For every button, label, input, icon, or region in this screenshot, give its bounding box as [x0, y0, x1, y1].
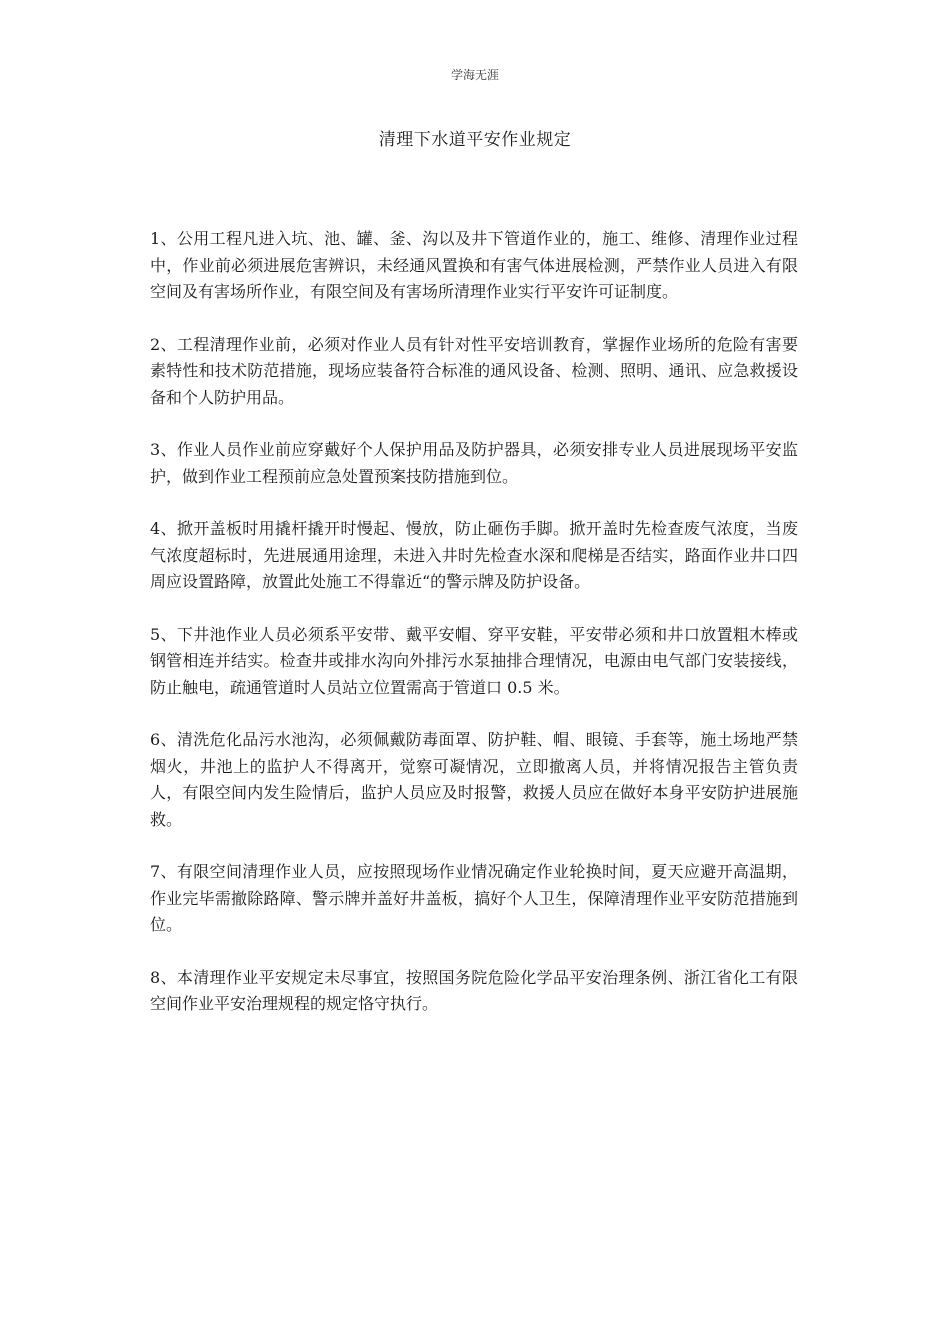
paragraph-7: 7、有限空间清理作业人员，应按照现场作业情况确定作业轮换时间，夏天应避开高温期，作业完毕需撤除路障、警示牌并盖好井盖板，搞好个人卫生，保障清理作业平安防范措施到位。 — [150, 862, 798, 934]
paragraph-1: 1、公用工程凡进入坑、池、罐、釜、沟以及井下管道作业的，施工、维修、清理作业过程中，作业前必须进展危害辨识，未经通风置换和有害气体进展检测，严禁作业人员进入有限空间及有害场所作业，有限空间及有害场所清理作业实行平安许可证制度。 — [150, 229, 798, 301]
paragraph-3: 3、作业人员作业前应穿戴好个人保护用品及防护器具，必须安排专业人员进展现场平安监护，做到作业工程预前应急处置预案技防措施到位。 — [150, 440, 798, 486]
page-header: 学海无涯 — [450, 68, 499, 82]
page-title: 清理下水道平安作业规定 — [378, 130, 572, 150]
paragraph-4: 4、掀开盖板时用撬杆撬开时慢起、慢放，防止砸伤手脚。掀开盖时先检查废气浓度，当废气浓度超标时，先进展通用途理，未进入井时先检查水深和爬梯是否结实，路面作业井口四周应设置路障，放置此处施工不得靠近“的警示牌及防护设备。 — [150, 519, 798, 591]
paragraph-8: 8、本清理作业平安规定未尽事宜，按照国务院危险化学品平安治理条例、浙江省化工有限空间作业平安治理规程的规定恪守执行。 — [150, 967, 798, 1013]
paragraph-5: 5、下井池作业人员必须系平安带、戴平安帽、穿平安鞋，平安带必须和井口放置粗木棒或钢管相连并结实。检查井或排水沟向外排污水泵抽排合理情况，电源由电气部门安装接线，防止触电，疏通管道时人员站立位置需高于管道口 0.5 米。 — [150, 624, 798, 697]
paragraph-6: 6、清洗危化品污水池沟，必须佩戴防毒面罩、防护鞋、帽、眼镜、手套等，施土场地严禁烟火，井池上的监护人不得离开，觉察可凝情况，立即撤离人员，并将情况报告主管负责人，有限空间内发生险情后，监护人员应及时报警，救援人员应在做好本身平安防护进展施救。 — [150, 730, 798, 829]
document-body — [150, 226, 798, 1044]
paragraph-2: 2、工程清理作业前，必须对作业人员有针对性平安培训教育，掌握作业场所的危险有害要素特性和技术防范措施，现场应装备符合标准的通风设备、检测、照明、通讯、应急救援设备和个人防护用品。 — [150, 334, 798, 407]
